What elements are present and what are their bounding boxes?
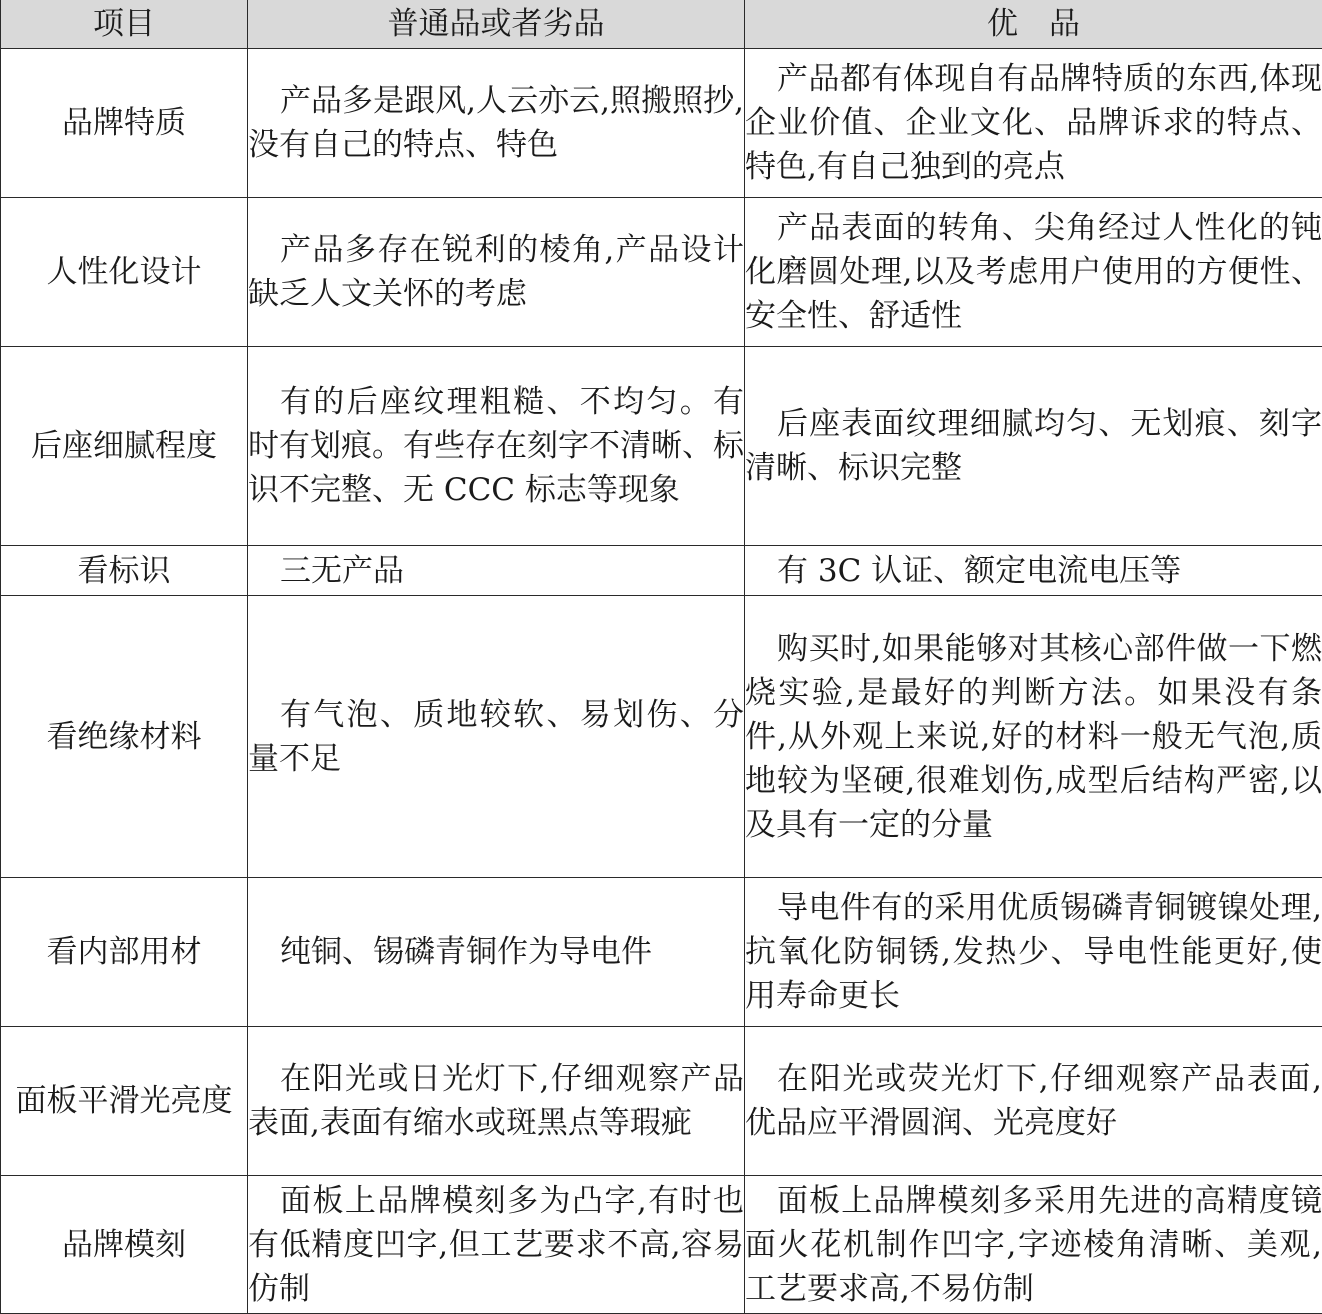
header-premium: 优 品 [745,0,1322,49]
row-item: 品牌模刻 [1,1176,248,1314]
table-row [1,546,1322,596]
row-ordinary: 产品多是跟风,人云亦云,照搬照抄,没有自己的特点、特色 [248,49,745,198]
table-row [1,596,1322,878]
row-item: 后座细腻程度 [1,347,248,546]
row-premium: 导电件有的采用优质锡磷青铜镀镍处理,抗氧化防铜锈,发热少、导电性能更好,使用寿命更长 [745,878,1322,1027]
row-item: 面板平滑光亮度 [1,1027,248,1176]
header-ordinary: 普通品或者劣品 [248,0,745,49]
row-ordinary: 有气泡、质地较软、易划伤、分量不足 [248,596,745,878]
row-premium: 面板上品牌模刻多采用先进的高精度镜面火花机制作凹字,字迹棱角清晰、美观,工艺要求高,不易仿制 [745,1176,1322,1314]
table-row [1,49,1322,198]
row-ordinary: 面板上品牌模刻多为凸字,有时也有低精度凹字,但工艺要求不高,容易仿制 [248,1176,745,1314]
table-row [1,1176,1322,1314]
table-row [1,1027,1322,1176]
table-row [1,878,1322,1027]
row-item: 人性化设计 [1,198,248,347]
table-row [1,347,1322,546]
table-row [1,198,1322,347]
row-ordinary: 在阳光或日光灯下,仔细观察产品表面,表面有缩水或斑黑点等瑕疵 [248,1027,745,1176]
row-ordinary: 纯铜、锡磷青铜作为导电件 [248,878,745,1027]
row-premium: 产品都有体现自有品牌特质的东西,体现企业价值、企业文化、品牌诉求的特点、特色,有自己独到的亮点 [745,49,1322,198]
row-ordinary: 三无产品 [248,546,745,596]
row-ordinary: 有的后座纹理粗糙、不均匀。有时有划痕。有些存在刻字不清晰、标识不完整、无 CCC 标志等现象 [248,347,745,546]
row-premium: 有 3C 认证、额定电流电压等 [745,546,1322,596]
row-item: 看标识 [1,546,248,596]
row-premium: 产品表面的转角、尖角经过人性化的钝化磨圆处理,以及考虑用户使用的方便性、安全性、舒适性 [745,198,1322,347]
row-premium: 购买时,如果能够对其核心部件做一下燃烧实验,是最好的判断方法。如果没有条件,从外观上来说,好的材料一般无气泡,质地较为坚硬,很难划伤,成型后结构严密,以及具有一定的分量 [745,596,1322,878]
header-row [1,0,1322,49]
row-item: 看绝缘材料 [1,596,248,878]
header-item: 项目 [1,0,248,49]
row-ordinary: 产品多存在锐利的棱角,产品设计缺乏人文关怀的考虑 [248,198,745,347]
row-item: 品牌特质 [1,49,248,198]
row-premium: 在阳光或荧光灯下,仔细观察产品表面,优品应平滑圆润、光亮度好 [745,1027,1322,1176]
row-item: 看内部用材 [1,878,248,1027]
row-premium: 后座表面纹理细腻均匀、无划痕、刻字清晰、标识完整 [745,347,1322,546]
